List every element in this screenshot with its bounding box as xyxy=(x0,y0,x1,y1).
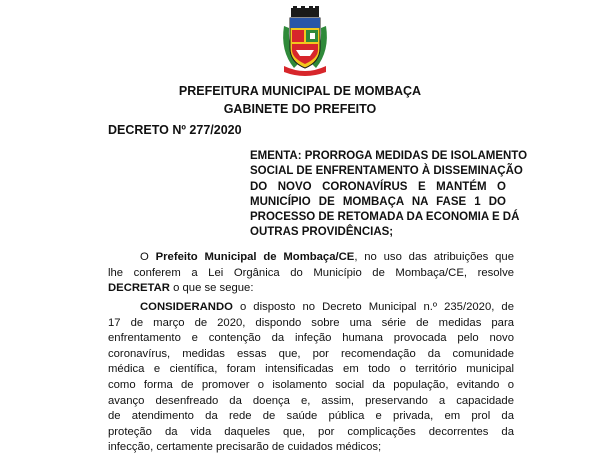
intro-line-1 xyxy=(108,250,514,266)
ementa-line: DO NOVO CORONAVÍRUS E MANTÉM O xyxy=(250,180,506,193)
considering-line: como forma de promover o isolamento social da população, evitando o xyxy=(108,378,514,391)
intro-line-3 xyxy=(108,281,514,297)
mayor-title: Prefeito Municipal de Mombaça/CE xyxy=(155,251,355,263)
ementa-line: SOCIAL DE ENFRENTAMENTO À DISSEMINAÇÃO xyxy=(250,165,523,178)
considering-line-1 xyxy=(108,300,514,316)
considering-line: infecção, certamente precisarão de cuidados médicos; xyxy=(108,441,382,454)
considering-line: proteção da vida daqueles que, por complicações decorrentes da xyxy=(108,425,514,438)
intro-lead: O xyxy=(140,251,156,263)
municipality-title: PREFEITURA MUNICIPAL DE MOMBAÇA xyxy=(178,84,422,98)
intro-line-3-rest: o que se segue: xyxy=(169,282,254,295)
ementa-line: OUTRAS PROVIDÊNCIAS; xyxy=(250,226,394,239)
intro-line-2: lhe conferem a Lei Orgânica do Município de Mombaça/CE, resolve xyxy=(108,266,514,279)
considering-line-1-rest: o disposto no Decreto Municipal n.º 235/2020, de xyxy=(232,301,514,313)
intro-paragraph xyxy=(108,250,514,297)
considering-line: enfrentamento e contenção da infeção humana provocada pelo novo xyxy=(108,332,514,345)
intro-line-1-rest: , no uso das atribuições que xyxy=(354,251,514,263)
municipal-coat-of-arms-icon xyxy=(280,6,330,78)
ementa-line: MUNICÍPIO DE MOMBAÇA NA FASE 1 DO xyxy=(250,195,506,208)
considering-line: avanço desenfreado da doença e, assim, preservando a capacidade xyxy=(108,394,514,407)
ementa-line: EMENTA: PRORROGA MEDIDAS DE ISOLAMENTO xyxy=(250,150,528,162)
considering-paragraph xyxy=(108,300,514,456)
considering-keyword: CONSIDERANDO xyxy=(140,301,233,313)
considering-line: de atendimento da rede de saúde pública e privada, em prol da xyxy=(108,410,514,423)
considering-line: 17 de março de 2020, dispondo sobre uma série de medidas para xyxy=(108,316,514,329)
considering-line: médica e científica, foram intensificadas em todo o território municipal xyxy=(108,363,514,376)
office-title: GABINETE DO PREFEITO xyxy=(223,102,377,116)
ementa-line: PROCESSO DE RETOMADA DA ECONOMIA E DÁ xyxy=(250,211,520,224)
considering-line: coronavírus, medidas essas que, por recomendação da comunidade xyxy=(108,347,514,360)
decree-number: DECRETO Nº 277/2020 xyxy=(108,123,242,137)
ementa-block xyxy=(250,149,528,241)
decretar-keyword: DECRETAR xyxy=(108,282,170,295)
